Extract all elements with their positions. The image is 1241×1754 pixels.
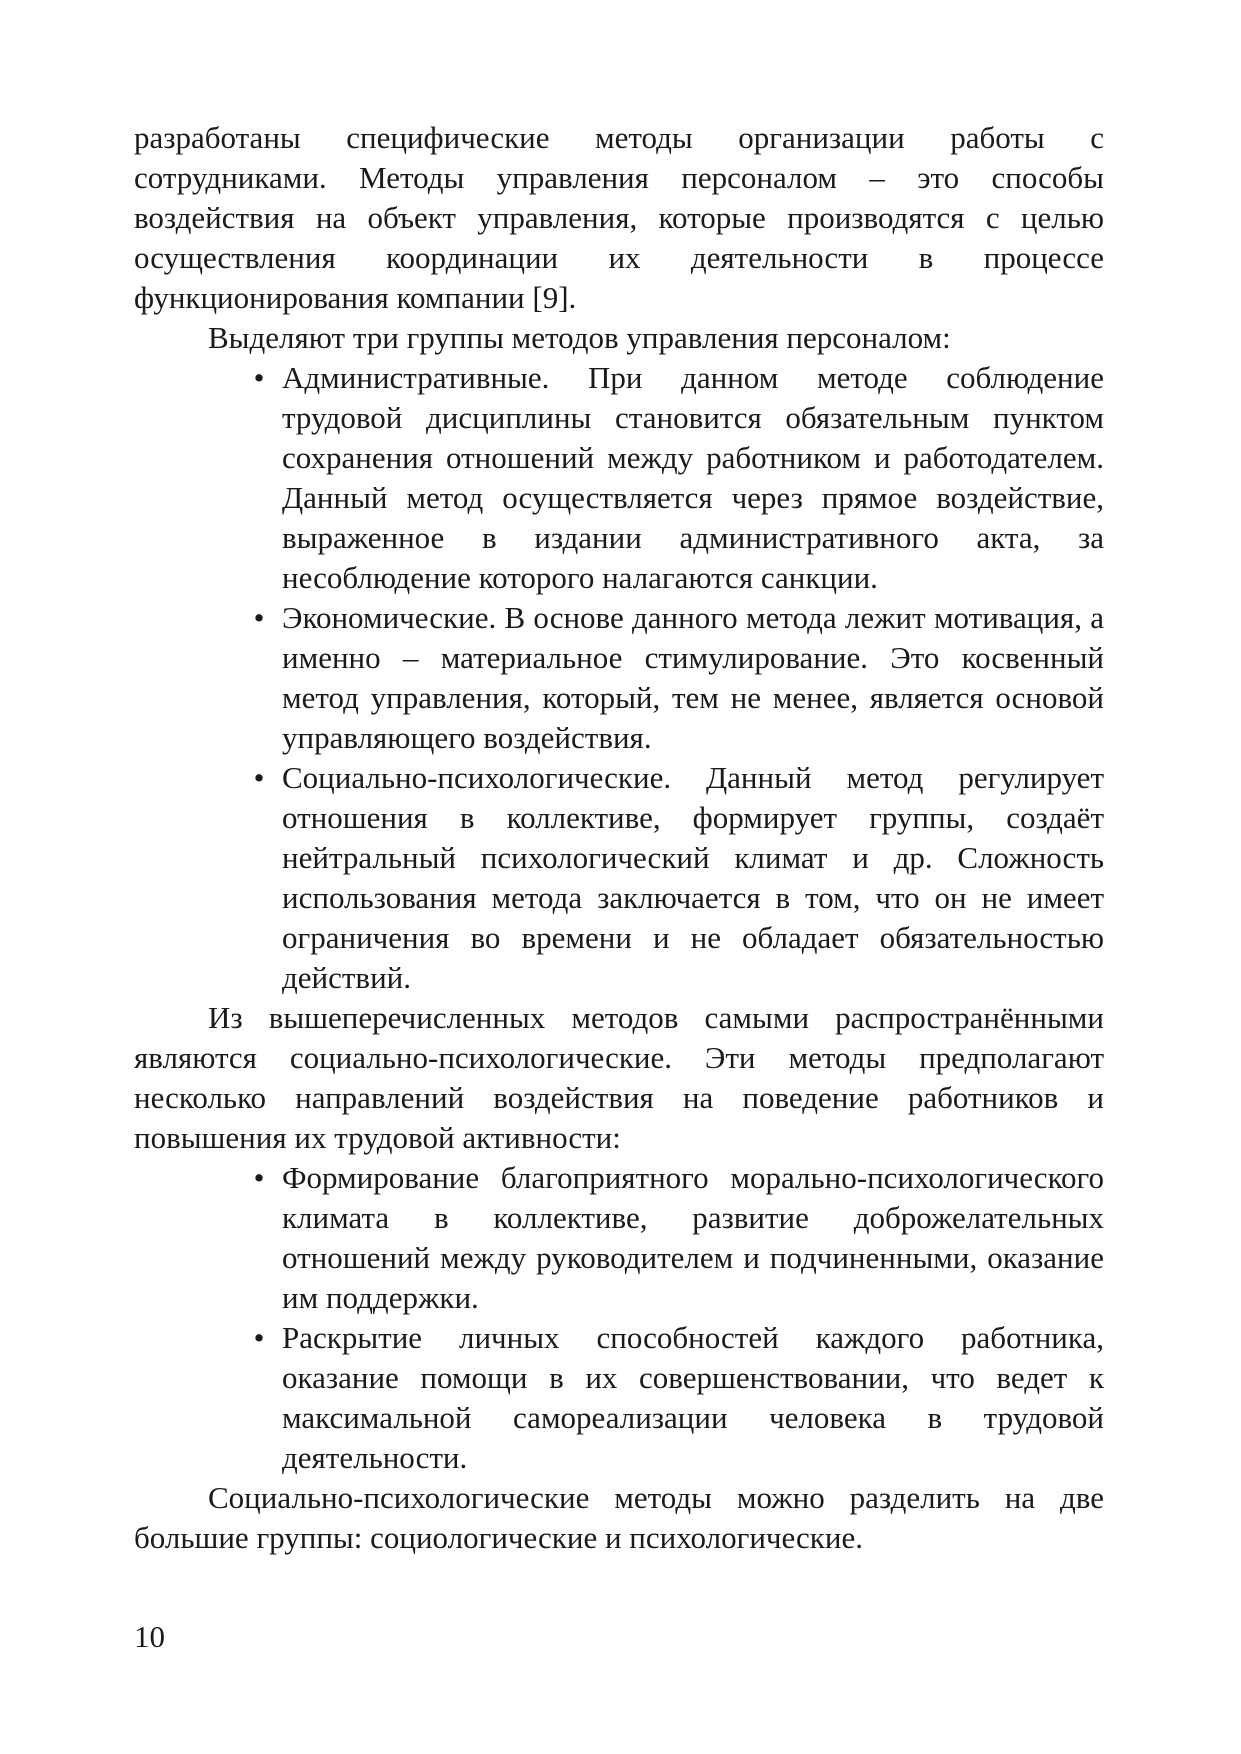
list-item-text: Административные. При данном методе соблюдение трудовой дисциплины становится обязательным пунктом сохранения отношений между работником и работодателем. Данный метод осуществляется через прямое воздействие, выраженное в издании административного акта, за несоблюдение которого налагаются санкции. bbox=[282, 360, 1104, 595]
list-item-text: Раскрытие личных способностей каждого работника, оказание помощи в их совершенствовании, что ведет к максимальной самореализации человека в трудовой деятельности. bbox=[282, 1320, 1104, 1475]
bullet-icon: • bbox=[253, 760, 265, 795]
list-item-text: Формирование благоприятного морально-психологического климата в коллективе, развитие доброжелательных отношений между руководителем и подчиненными, оказание им поддержки. bbox=[282, 1160, 1104, 1315]
list-item-administrative bbox=[253, 358, 1104, 598]
document-page bbox=[134, 118, 1104, 1558]
bullet-icon: • bbox=[253, 1320, 265, 1355]
bullet-icon: • bbox=[253, 600, 265, 635]
bullet-icon: • bbox=[253, 360, 265, 395]
paragraph-methods-definition: разработаны специфические методы организации работы с сотрудниками. Методы управления персоналом – это способы воздействия на объект управления, которые производятся с целью осуществления координации их деятельности в процессе функционирования компании [9]. bbox=[134, 120, 1104, 315]
paragraph-groups-intro: Выделяют три группы методов управления персоналом: bbox=[208, 320, 951, 355]
method-groups-list bbox=[134, 358, 1104, 998]
list-item-text: Экономические. В основе данного метода лежит мотивация, а именно – материальное стимулирование. Это косвенный метод управления, который, тем не менее, является основой управляющего воздействия. bbox=[282, 600, 1104, 755]
list-item-text: Социально-психологические. Данный метод регулирует отношения в коллективе, формирует группы, создаёт нейтральный психологический климат и др. Сложность использования метода заключается в том, что он не имеет ограничения во времени и не обладает обязательностью действий. bbox=[282, 760, 1104, 995]
list-item-climate bbox=[253, 1158, 1104, 1318]
list-item-abilities bbox=[253, 1318, 1104, 1478]
list-item-economic bbox=[253, 598, 1104, 758]
list-item-socio-psychological bbox=[253, 758, 1104, 998]
influence-directions-list bbox=[134, 1158, 1104, 1478]
page-number: 10 bbox=[134, 1619, 165, 1654]
bullet-icon: • bbox=[253, 1160, 265, 1195]
paragraph-two-groups: Социально-психологические методы можно разделить на две большие группы: социологические и психологические. bbox=[134, 1480, 1104, 1555]
paragraph-most-common: Из вышеперечисленных методов самыми распространёнными являются социально-психологические. Эти методы предполагают несколько направлений воздействия на поведение работников и повышения их трудовой активности: bbox=[134, 1000, 1104, 1155]
